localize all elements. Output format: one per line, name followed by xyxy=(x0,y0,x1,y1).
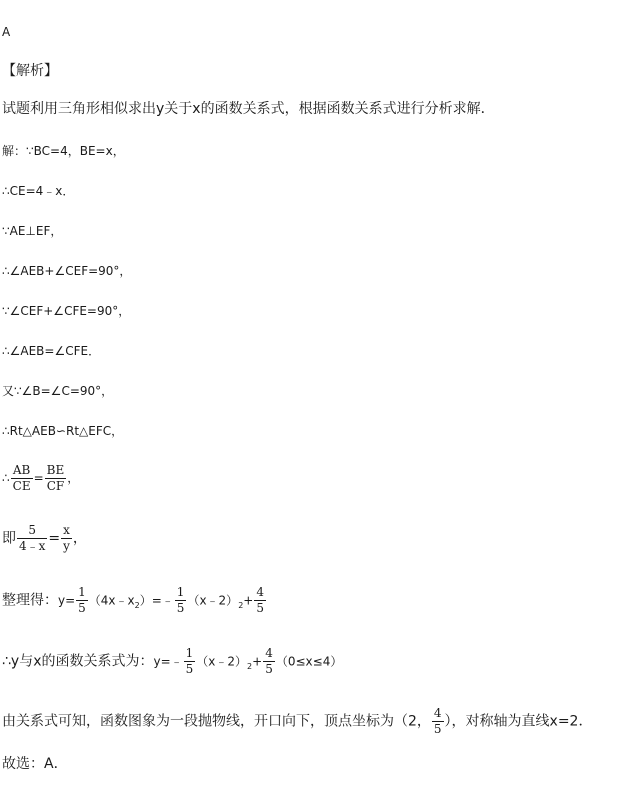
fraction-be-cf: $\frac{BE}{CF}$ xyxy=(46,463,65,493)
fraction-four-fifths: $\frac{4}{5}$ xyxy=(256,585,264,615)
step-line: ∴∠AEB+∠CEF=90°， xyxy=(2,264,132,278)
fraction-x-over-y: $\frac{x}{y}$ xyxy=(63,523,70,553)
fraction-one-fifth: $\frac{1}{5}$ xyxy=(78,585,86,615)
conclusion-text: 由关系式可知，函数图象为一段抛物线，开口向下，顶点坐标为（2， $\frac{4}{5}$ ），对称轴为直线x=2． xyxy=(2,706,593,736)
fraction-ab-ce: $\frac{AB}{CE}$ xyxy=(12,463,31,493)
fraction-one-fifth: $\frac{1}{5}$ xyxy=(185,646,194,676)
answer-label: A xyxy=(2,25,11,39)
intro-text: 试题利用三角形相似求出y关于x的函数关系式，根据函数关系式进行分析求解． xyxy=(2,101,495,117)
step-line: ∴Rt△AEB∽Rt△EFC， xyxy=(2,424,124,438)
step-line: ∵∠CEF+∠CFE=90°， xyxy=(2,304,131,318)
fraction-four-fifths: $\frac{4}{5}$ xyxy=(433,706,442,736)
step-line: 解：∵BC=4，BE=x， xyxy=(2,144,125,158)
substituted-equation: 即 $\frac{5}{4﹣x}$ = $\frac{x}{y}$ ， xyxy=(2,523,87,553)
section-title: 【解析】 xyxy=(2,63,58,79)
fraction-5-over-4-minus-x: $\frac{5}{4﹣x}$ xyxy=(19,523,46,553)
simplify-equation: 整理得：y= $\frac{1}{5}$ $(4x﹣x_2)=﹣$ $\frac{1}{5}$ $(x﹣2)_2+$ $\frac{4}{5}$ xyxy=(2,585,264,615)
relation-equation: ∴y与x的函数关系式为：y=﹣ $\frac{1}{5}$ $(x﹣2)_2+$ $\frac{4}{5}$ （0≤x≤4） xyxy=(2,646,343,676)
final-answer: 故选：A． xyxy=(2,756,68,772)
fraction-one-fifth: $\frac{1}{5}$ xyxy=(176,585,185,615)
step-line: ∴CE=4﹣x． xyxy=(2,184,75,198)
step-line: ∵AE⊥EF， xyxy=(2,224,63,238)
step-line: 又∵∠B=∠C=90°， xyxy=(2,384,114,398)
step-line: ∴∠AEB=∠CFE． xyxy=(2,344,101,358)
ratio-equation: ∴ $\frac{AB}{CE}$ = $\frac{BE}{CF}$ ， xyxy=(2,463,80,493)
fraction-four-fifths: $\frac{4}{5}$ xyxy=(265,646,273,676)
